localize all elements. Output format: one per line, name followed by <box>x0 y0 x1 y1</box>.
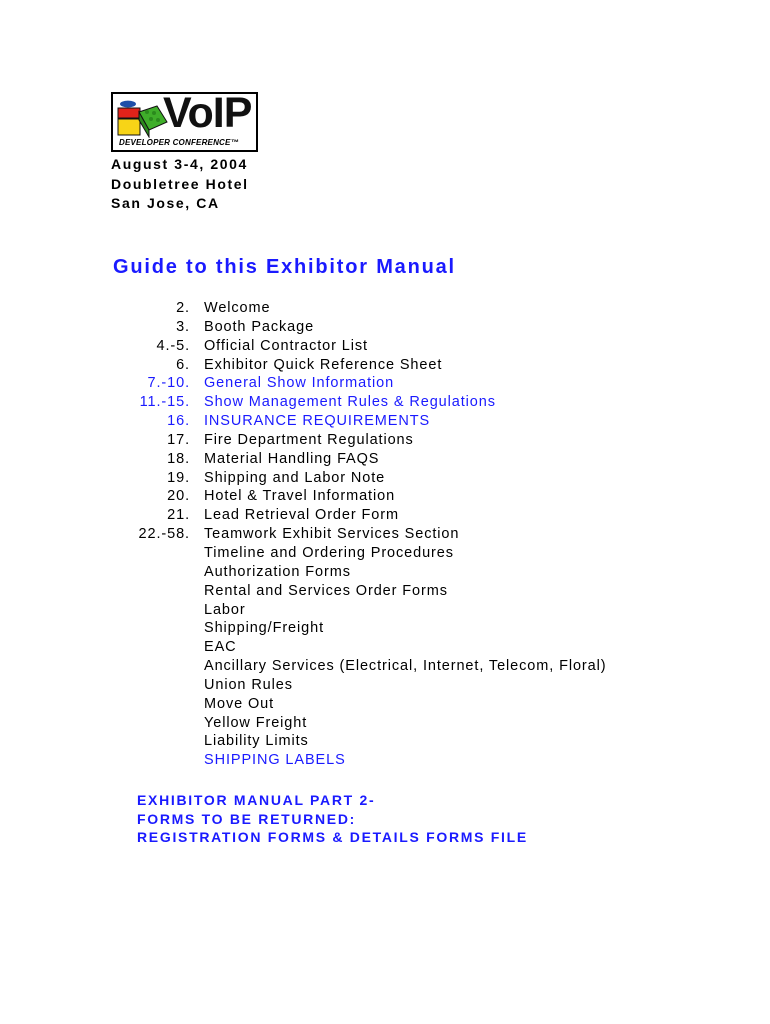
toc-page-number: 18. <box>167 450 190 467</box>
event-dates: August 3-4, 2004 <box>111 156 248 172</box>
toc-page-number: 21. <box>167 507 190 524</box>
toc-item[interactable] <box>0 751 770 770</box>
toc-page-number: 2. <box>176 300 190 316</box>
toc-item <box>0 299 770 318</box>
toc-item <box>0 431 770 450</box>
toc-item-title: Exhibitor Quick Reference Sheet <box>204 356 443 373</box>
toc-page-number: 22.-58. <box>138 526 190 543</box>
toc-item-title: Official Contractor List <box>204 337 368 354</box>
toc-item <box>0 337 770 356</box>
event-venue: Doubletree Hotel <box>111 175 249 192</box>
toc-item <box>0 619 770 638</box>
conference-logo <box>111 92 258 152</box>
toc-item-title: Teamwork Exhibit Services Section <box>204 526 460 543</box>
event-city: San Jose, CA <box>111 195 220 211</box>
exhibitor-manual-part2-link[interactable] <box>137 791 528 847</box>
building-blocks-logo-icon <box>117 100 169 138</box>
toc-item <box>0 582 770 601</box>
event-info <box>111 155 249 214</box>
toc-item-title: Rental and Services Order Forms <box>204 582 448 599</box>
toc-item <box>0 657 770 676</box>
toc-item <box>0 714 770 733</box>
toc-item-title: Labor <box>204 601 246 618</box>
toc-item-title[interactable]: INSURANCE REQUIREMENTS <box>204 413 431 430</box>
toc-item <box>0 676 770 695</box>
toc-item <box>0 318 770 337</box>
toc-page-number: 6. <box>176 356 190 373</box>
toc-item-title: Shipping/Freight <box>204 620 324 637</box>
toc-item-title: Authorization Forms <box>204 563 351 580</box>
logo-wordmark: VoIP <box>163 92 252 137</box>
toc-item-title: Move Out <box>204 695 275 712</box>
toc-item <box>0 638 770 657</box>
toc-item-title: Timeline and Ordering Procedures <box>204 544 454 561</box>
toc-page-number: 17. <box>167 431 190 448</box>
toc-item-title: Welcome <box>204 300 271 316</box>
toc-item <box>0 450 770 469</box>
part2-line-3: REGISTRATION FORMS & DETAILS FORMS FILE <box>137 829 528 845</box>
toc-item <box>0 695 770 714</box>
toc-item-title: Shipping and Labor Note <box>204 469 386 486</box>
toc-item-title: Booth Package <box>204 318 315 335</box>
toc-page-number: 16. <box>167 413 190 430</box>
toc-item-title: Hotel & Travel Information <box>204 488 396 505</box>
toc-item <box>0 469 770 488</box>
toc-item <box>0 506 770 525</box>
toc-page-number: 20. <box>167 488 190 505</box>
toc-item-title[interactable]: General Show Information <box>204 375 395 392</box>
toc-item-title: Lead Retrieval Order Form <box>204 507 399 524</box>
toc-item-title: Fire Department Regulations <box>204 431 414 448</box>
toc-item <box>0 544 770 563</box>
toc-item-title[interactable]: SHIPPING LABELS <box>204 752 346 769</box>
toc-page-number: 3. <box>176 318 190 335</box>
toc-item-title: Ancillary Services (Electrical, Internet, Telecom, Floral) <box>204 658 607 675</box>
toc-item-title: EAC <box>204 639 237 656</box>
part2-line-2: FORMS TO BE RETURNED: <box>137 810 356 827</box>
toc-item-title: Union Rules <box>204 676 293 693</box>
toc-item-title: Material Handling FAQS <box>204 450 380 467</box>
guide-title: Guide to this Exhibitor Manual <box>113 256 456 278</box>
toc-item[interactable] <box>0 393 770 412</box>
toc-item <box>0 487 770 506</box>
toc-item <box>0 525 770 544</box>
toc-page-number: 11.-15. <box>139 394 190 411</box>
toc-item-title[interactable]: Show Management Rules & Regulations <box>204 394 496 411</box>
toc-item[interactable] <box>0 412 770 431</box>
toc-item <box>0 732 770 751</box>
toc-item[interactable] <box>0 374 770 393</box>
toc-page-number: 7.-10. <box>147 375 190 392</box>
toc-item <box>0 601 770 620</box>
toc-page-number: 19. <box>167 469 190 486</box>
part2-line-1: EXHIBITOR MANUAL PART 2- <box>137 792 376 808</box>
table-of-contents <box>0 299 770 770</box>
toc-item <box>0 563 770 582</box>
logo-subtitle: DEVELOPER CONFERENCE™ <box>119 138 239 147</box>
toc-item-title: Yellow Freight <box>204 714 308 731</box>
toc-page-number: 4.-5. <box>156 337 190 354</box>
toc-item <box>0 356 770 375</box>
toc-item-title: Liability Limits <box>204 733 309 750</box>
